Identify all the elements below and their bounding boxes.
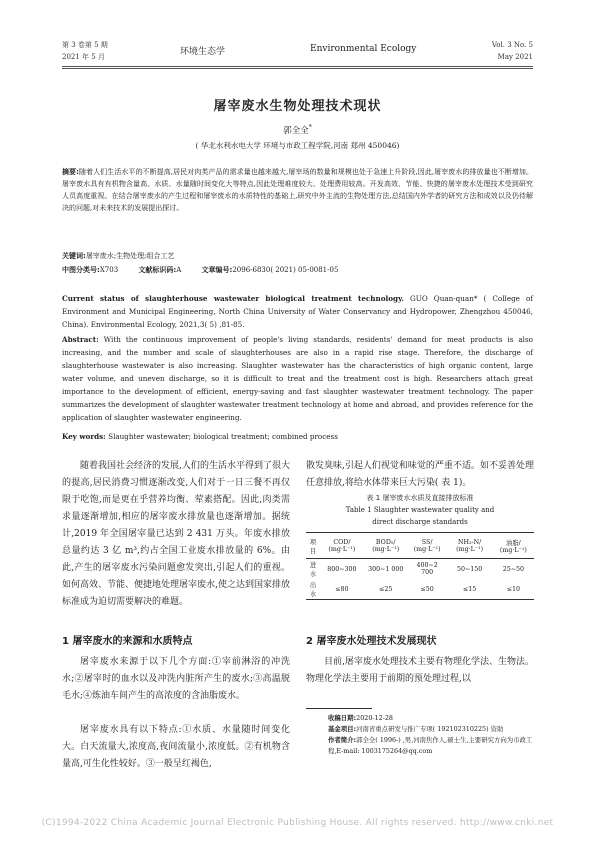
keywords-en <box>62 431 533 443</box>
table-cell: 25~50 <box>502 565 525 573</box>
author-bio <box>328 735 534 757</box>
doc-code-label: 文献标识码: <box>138 266 177 274</box>
table-cell: 出水 <box>309 582 317 598</box>
table-header-cell: COD/ (mg·L⁻¹) <box>328 538 356 553</box>
abstract-cn-label: 摘要: <box>62 168 79 176</box>
abstract-en <box>62 333 533 424</box>
author-bio-value: 郭全全( 1996-) ,男,河南焦作人,硕士生,主要研究方向为市政工程,E-mail: 1003175264@qq.com <box>328 736 533 755</box>
section-2-heading: 2 屠宰废水处理技术发展现状 <box>306 636 437 647</box>
doc-code-value: A <box>176 266 182 274</box>
right-col-paragraph-1: 散发臭味,引起人们视觉和味觉的严重不适。如不妥善处理任意排放,将给水体带来巨大污染( 表 1)。 <box>306 461 534 488</box>
table-cell: 800~300 <box>327 565 357 573</box>
table-cell: ≤80 <box>335 585 349 593</box>
table-caption-cn: 表 1 屠宰废水水质及直接排放标准 <box>366 494 474 502</box>
author-mark: * <box>308 124 312 132</box>
table-cell: ≤10 <box>506 585 521 593</box>
article-no-label: 文章编号: <box>201 266 233 274</box>
abstract-en-text: With the continuous improvement of people's living standards, residents' demand for meat products is also increasing, and the number and scale of slaughterhouses are also in a rapid rise stage. Therefore, the discharge of slaughterhouse wastewater is also increasing. Slaughter wastewater has the characteristics of high organic content, large water volume, and uneven discharge, so it is difficult to treat and the treatment cost is high. Researchers attach great importance to the development of efficient, energy-saving and fast slaughter wastewater treatment technology. The paper summarizes the development of slaughter wastewater treatment technology at home and abroad, and provides reference for the application of slaughter wastewater engineering. <box>62 335 533 422</box>
fund-info <box>328 724 534 735</box>
table-cell: 300~1 000 <box>368 565 404 573</box>
table-row <box>306 579 534 600</box>
table-row <box>306 559 534 580</box>
water-quality-table <box>306 532 534 600</box>
table-cell: 50~150 <box>456 565 483 573</box>
clc-value: X703 <box>99 266 119 274</box>
journal-name-en: Environmental Ecology <box>310 44 417 54</box>
author-line <box>0 124 595 136</box>
title-en: Current status of slaughterhouse wastewater biological treatment technology. <box>62 294 404 303</box>
section-1-paragraph-2: 屠宰废水具有以下特点:①水质、水量随时间变化大。白天流量大,浓度高,夜间流量小,浓度低。②有机物含量高,可生化性较好。③一般呈红褐色, <box>62 725 290 769</box>
section-1-paragraph-1: 屠宰废水来源于以下几个方面:①宰前淋浴的冲洗水;②屠宰时的血水以及冲洗内脏所产生的废水;③高温脱毛水;④炼油车间产生的高浓度的含油脂废水。 <box>62 657 290 701</box>
table-header-cell: NH₃-N/ (mg·L⁻¹) <box>456 538 484 553</box>
table-header-cell: SS/ (mg·L⁻¹) <box>413 538 441 553</box>
footnote <box>328 713 534 757</box>
cnki-watermark: (C)1994-2022 China Academic Journal Electronic Publishing House. All rights reserved. http://www.cnki.net <box>41 818 554 828</box>
table-cell: 进水 <box>309 562 317 578</box>
table-header-row <box>306 533 534 559</box>
author-bio-label: 作者简介: <box>328 736 357 744</box>
table-caption-en-1: Table 1 Slaughter wastewater quality and <box>345 506 495 514</box>
classification-line <box>62 264 533 276</box>
keywords-cn <box>62 250 533 262</box>
table-cell: ≤25 <box>379 585 393 593</box>
article-no-value: 2096-6830( 2021) 05-0081-05 <box>232 266 339 274</box>
received-label: 收稿日期: <box>328 714 357 722</box>
table-header-cell: 油脂/ (mg·L⁻¹) <box>499 539 527 554</box>
header-rule-2 <box>62 68 533 69</box>
date-cn: 2021 年 5 月 <box>62 53 105 61</box>
abstract-en-label: Abstract: <box>62 335 99 344</box>
author-name: 郭全全 <box>283 126 309 136</box>
english-citation <box>62 292 533 331</box>
affiliation: ( 华北水利水电大学 环境与市政工程学院,河南 郑州 450046) <box>195 141 400 150</box>
volume-en: Vol. 3 No. 5 <box>491 41 533 49</box>
received-date <box>328 713 534 724</box>
abstract-cn <box>62 166 533 214</box>
keywords-cn-text: 屠宰废水;生物处理;组合工艺 <box>85 252 175 260</box>
header-rule <box>62 66 533 67</box>
journal-name-cn: 环境生态学 <box>180 47 226 57</box>
clc-label: 中图分类号: <box>62 266 100 274</box>
fund-value: 河南省重点研发与推广专项( 192102310225) 资助 <box>356 725 504 733</box>
fund-label: 基金项目: <box>328 725 357 733</box>
section-2-paragraph-1: 目前,屠宰废水处理技术主要有物理化学法、生物法。物理化学法主要用于前期的预处理过程,以 <box>306 657 534 684</box>
keywords-en-text: Slaughter wastewater; biological treatment; combined process <box>108 432 338 441</box>
table-header-cell: 项目 <box>309 538 317 555</box>
table-cell: 400~2 700 <box>416 562 438 576</box>
paper-title: 屠宰废水生物处理技术现状 <box>213 99 382 114</box>
table-cell: ≤15 <box>462 585 477 593</box>
section-1-heading: 1 屠宰废水的来源和水质特点 <box>62 636 193 647</box>
received-value: 2020-12-28 <box>356 714 393 722</box>
intro-paragraph: 随着我国社会经济的发展,人们的生活水平得到了很大的提高,居民消费习惯逐渐改变,人们对于一日三餐不再仅限于吃饱,而是更在乎营养均衡、荤素搭配。因此,肉类需求量逐渐增加,相应的屠宰废水排放量也逐渐增加。据统计,2019 年全国屠宰量已达到 2 431 万头。年废水排放总量约达 3 亿 m³,约占全国工业废水排放量的 6%。由此,产生的屠宰废水污染问题愈发突出,引起人们的重视。如何高效、节能、便捷地处理屠宰废水,使之达到国家排放标准成为迫切需要解决的难题。 <box>62 461 290 607</box>
keywords-en-label: Key words: <box>62 432 106 441</box>
abstract-cn-text: 随着人们生活水平的不断提高,居民对肉类产品的需求量也越来越大,屠宰场的数量和规模也处于急速上升阶段,因此,屠宰废水的排放量也不断增加。屠宰废水具有有机物含量高、水质、水量随时间变化大等特点,因此处理难度较大、处理费用较高。开发高效、节能、快捷的屠宰废水处理技术受到研究人员高度重视。在结合屠宰废水的产生过程和屠宰废水的水质特性的基础上,研究中外主流的生物处理方法,总结国内外学者的研究方法和成效以及仍待解决的问题,对未来技术的发展提出探讨。 <box>62 168 533 212</box>
table-header-cell: BOD₅/ (mg·L⁻¹) <box>372 538 400 553</box>
table-cell: ≤50 <box>420 585 434 593</box>
date-en: May 2021 <box>497 53 533 61</box>
citation-en: GUO Quan-quan* ( College of Environment and Municipal Engineering, North China University of Water Conservancy and Hydropower, Zhengzhou 450046, China). Environmental Ecology, 2021,3( 5) ,81-85. <box>62 294 533 329</box>
table-caption-en-2: direct discharge standards <box>372 518 468 526</box>
volume-cn: 第 3 卷第 5 期 <box>62 41 108 49</box>
keywords-cn-label: 关键词: <box>62 252 86 260</box>
footnote-rule <box>306 708 372 709</box>
